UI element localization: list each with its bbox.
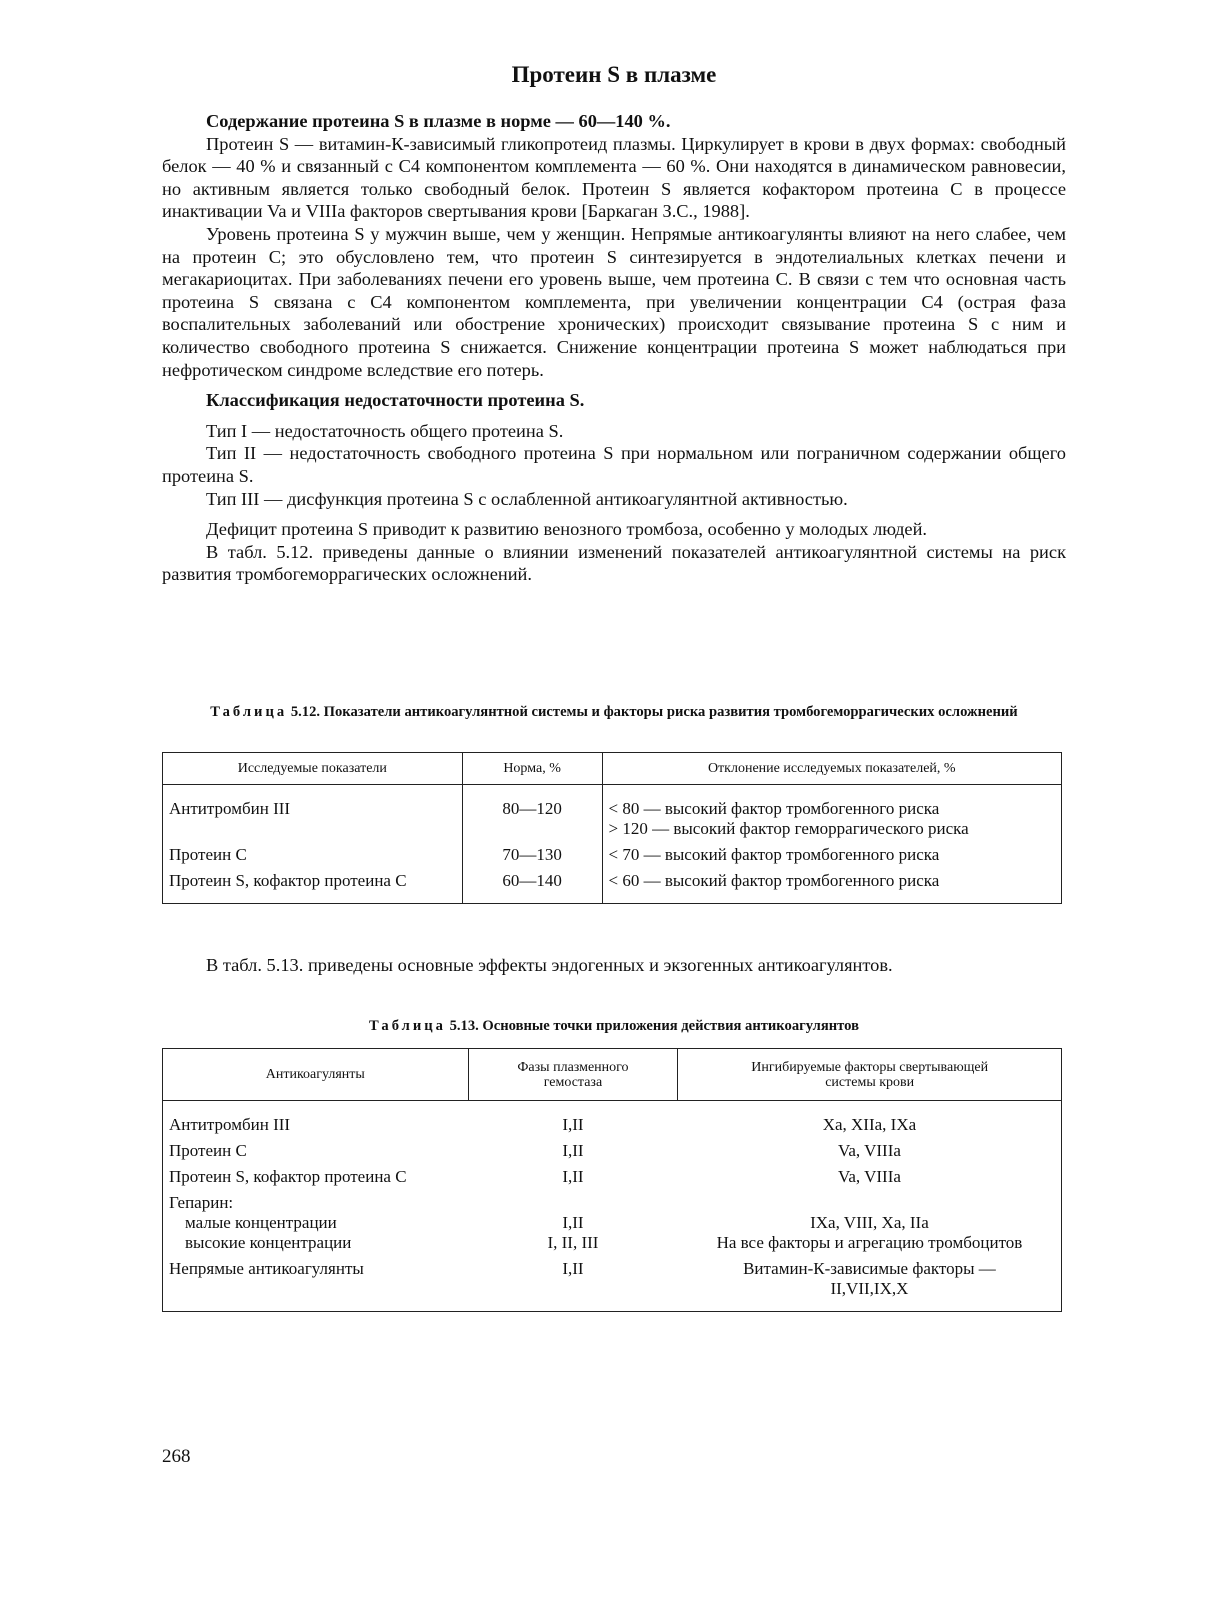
table-cell: Xa, XIIa, IXa <box>822 1115 917 1134</box>
table-cell: I,II <box>562 1167 584 1186</box>
paragraph: В табл. 5.13. приведены основные эффекты эндогенных и экзогенных антикоагулянтов. <box>206 955 893 975</box>
table1-caption-text: 5.12. Показатели антикоагулянтной системы и факторы риска развития тромбогеморрагических осложнений <box>287 704 1018 720</box>
table-cell: Протеин S, кофактор протеина C <box>163 865 463 904</box>
table-row <box>163 1187 1062 1213</box>
table-cell: малые концентрации <box>185 1213 337 1232</box>
table-cell: 80—120 <box>462 785 602 840</box>
table-cell: IXa, VIII, Xa, IIa <box>810 1213 929 1232</box>
paragraph: Тип I — недостаточность общего протеина S. <box>206 420 564 441</box>
table-row <box>163 785 1062 840</box>
table-cell <box>468 1187 678 1213</box>
table-cell: < 60 — высокий фактор тромбогенного риска <box>608 871 940 890</box>
table-cell-line: < 80 — высокий фактор тромбогенного риска <box>608 799 940 818</box>
table-cell: На все факторы и агрегацию тромбоцитов <box>716 1233 1023 1252</box>
table-row <box>163 1135 1062 1161</box>
table-cell: 70—130 <box>462 839 602 865</box>
table-cell: I,II <box>562 1213 584 1232</box>
paragraph: Протеин S — витамин-К-зависимый гликопротеид плазмы. Циркулирует в крови в двух формах: свободный белок — 40 % и связанный с C4 компонентом комплемента — 60 %. Они находятся в динамическом равновесии, но активным является только свободный белок. Протеин S является кофактором протеина C в процессе инактивации Va и VIIIa факторов свертывания крови [Баркаган З.С., 1988]. <box>162 133 1066 222</box>
table2-caption-prefix: Таблица <box>369 1018 446 1034</box>
table-row <box>163 1101 1062 1136</box>
paragraph: В табл. 5.12. приведены данные о влиянии изменений показателей антикоагулянтной системы на риск развития тромбогеморрагических осложнений. <box>162 541 1066 585</box>
table-header-row <box>163 1049 1062 1101</box>
table-5-12 <box>162 752 1062 904</box>
table-cell: Протеин C <box>169 1141 247 1160</box>
paragraph: Тип III — дисфункция протеина S с ослабленной антикоагулянтной активностью. <box>206 488 848 509</box>
table-header-cell: Исследуемые показатели <box>163 753 463 785</box>
paragraph: Уровень протеина S у мужчин выше, чем у женщин. Непрямые антикоагулянты влияют на него слабее, чем на протеин C; это обусловлено тем, что протеин S синтезируется в эндотелиальных клетках печени и мегакариоцитах. При заболеваниях печени его уровень выше, чем протеина C. В связи с тем что основная часть протеина S связана с C4 компонентом комплемента, при увеличении концентрации C4 (острая фаза воспалительных заболеваний или обострение хронических) происходит связывание протеина S с ним и количество свободного протеина S снижается. Снижение концентрации протеина S может наблюдаться при нефротическом синдроме вследствие его потерь. <box>162 223 1066 380</box>
table-cell: Va, VIIIa <box>837 1167 901 1186</box>
table-5-13 <box>162 1048 1062 1312</box>
table-cell: I,II <box>562 1115 584 1134</box>
table1-caption-prefix: Таблица <box>210 704 288 720</box>
table-cell: Протеин S, кофактор протеина C <box>169 1167 407 1186</box>
table-row <box>163 839 1062 865</box>
table2-intro <box>162 954 1066 977</box>
table-cell: Антитромбин III <box>163 785 463 840</box>
table-cell-line: > 120 — высокий фактор геморрагического риска <box>608 819 969 838</box>
page-title: Протеин S в плазме <box>511 62 717 87</box>
table-cell: < 70 — высокий фактор тромбогенного риска <box>608 845 940 864</box>
table-header-cell: Норма, % <box>462 753 602 785</box>
table-cell: Непрямые антикоагулянты <box>169 1259 364 1278</box>
table-row <box>163 1233 1062 1253</box>
table-header-cell: Отклонение исследуемых показателей, % <box>602 753 1061 785</box>
table-cell: Протеин C <box>163 839 463 865</box>
table-cell: I, II, III <box>547 1233 599 1252</box>
norm-heading: Содержание протеина S в плазме в норме — 60—140 %. <box>206 111 671 131</box>
table-row <box>163 1213 1062 1233</box>
table-row <box>163 865 1062 904</box>
table-cell <box>678 1187 1062 1213</box>
table-row <box>163 1161 1062 1187</box>
table-cell <box>602 785 1061 840</box>
table2-caption-text: 5.13. Основные точки приложения действия антикоагулянтов <box>445 1018 859 1034</box>
table-cell: высокие концентрации <box>185 1233 352 1252</box>
paragraph: Тип II — недостаточность свободного протеина S при нормальном или пограничном содержании общего протеина S. <box>162 443 1066 486</box>
table2-caption <box>162 1018 1066 1034</box>
table-row <box>163 1253 1062 1312</box>
table-header-cell: Антикоагулянты <box>163 1049 469 1101</box>
table-header-row <box>163 753 1062 785</box>
paragraph: Дефицит протеина S приводит к развитию венозного тромбоза, особенно у молодых людей. <box>206 519 928 540</box>
table-cell: Антитромбин III <box>169 1115 291 1134</box>
table-cell: Гепарин: <box>169 1193 234 1212</box>
table-cell: I,II <box>562 1259 584 1278</box>
classification-heading: Классификация недостаточности протеина S. <box>206 390 585 411</box>
table-cell: I,II <box>562 1141 584 1160</box>
page-number: 268 <box>162 1446 191 1467</box>
table-cell: 60—140 <box>462 865 602 904</box>
table-cell: Витамин-К-зависимые факторы — II,VII,IX,X <box>743 1259 996 1298</box>
intro-text-block <box>162 110 1066 586</box>
table-cell: Va, VIIIa <box>837 1141 901 1160</box>
table1-caption <box>162 704 1066 720</box>
table-header-cell: Фазы плазменного гемостаза <box>468 1049 678 1101</box>
table-header-cell: Ингибируемые факторы свертывающей системы крови <box>678 1049 1062 1101</box>
